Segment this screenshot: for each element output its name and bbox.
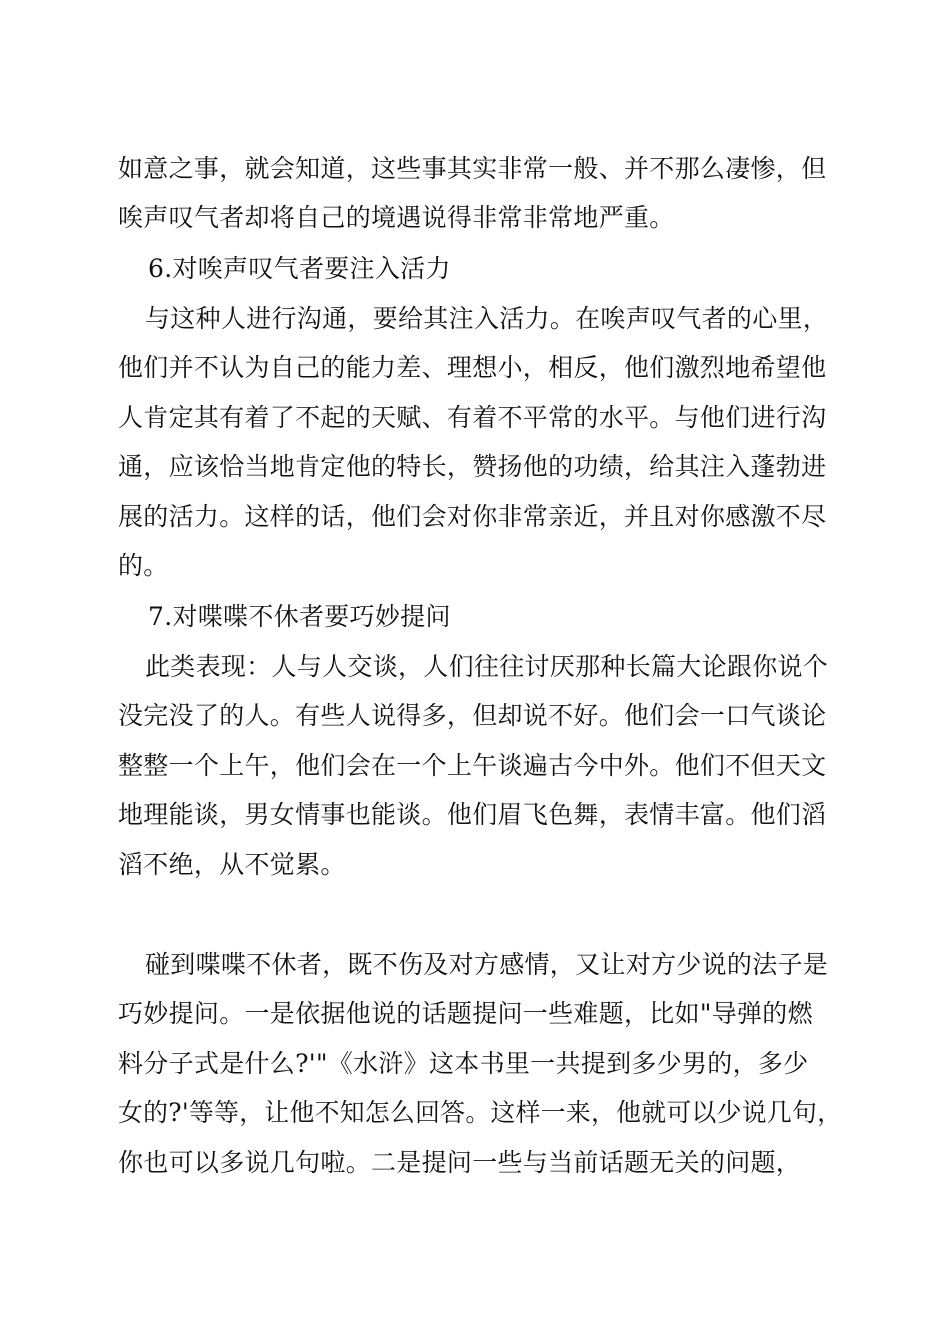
text-line: 地理能谈，男女情事也能谈。他们眉飞色舞，表情丰富。他们滔 — [118, 800, 827, 829]
text-line: 的。 — [118, 551, 169, 580]
text-line: 料分子式是什么?'"《水浒》这本书里一共提到多少男的，多少 — [118, 1049, 809, 1078]
text-line: 女的?'等等，让他不知怎么回答。这样一来，他就可以少说几句， — [118, 1098, 843, 1127]
text-line: 人肯定其有着了不起的天赋、有着不平常的水平。与他们进行沟 — [118, 403, 827, 432]
text-line: 没完没了的人。有些人说得多，但却说不好。他们会一口气谈论 — [118, 701, 827, 730]
text-line: 整整一个上午，他们会在一个上午谈遍古今中外。他们不但天文 — [118, 751, 827, 780]
text-line: 巧妙提问。一是依据他说的话题提问一些难题，比如"导弹的燃 — [118, 999, 813, 1028]
text-line: 他们并不认为自己的能力差、理想小，相反，他们激烈地希望他 — [118, 353, 827, 382]
text-line: 通，应该恰当地肯定他的特长，赞扬他的功绩，给其注入蓬勃进 — [118, 452, 827, 481]
text-line: 此类表现：人与人交谈，人们往往讨厌那种长篇大论跟你说个 — [145, 652, 829, 681]
text-line: 展的活力。这样的话，他们会对你非常亲近，并且对你感激不尽 — [118, 502, 827, 531]
section-heading: 7.对喋喋不休者要巧妙提问 — [148, 602, 451, 631]
text-line: 如意之事，就会知道，这些事其实非常一般、并不那么凄惨，但 — [118, 154, 827, 183]
text-line: 碰到喋喋不休者，既不伤及对方感情，又让对方少说的法子是 — [145, 950, 829, 979]
section-heading: 6.对唉声叹气者要注入活力 — [148, 254, 451, 283]
text-line: 唉声叹气者却将自己的境遇说得非常非常地严重。 — [118, 203, 675, 232]
text-line: 滔不绝，从不觉累。 — [118, 850, 346, 879]
text-line: 你也可以多说几句啦。二是提问一些与当前话题无关的问题， — [118, 1148, 802, 1177]
text-line: 与这种人进行沟通，要给其注入活力。在唉声叹气者的心里， — [145, 304, 829, 333]
